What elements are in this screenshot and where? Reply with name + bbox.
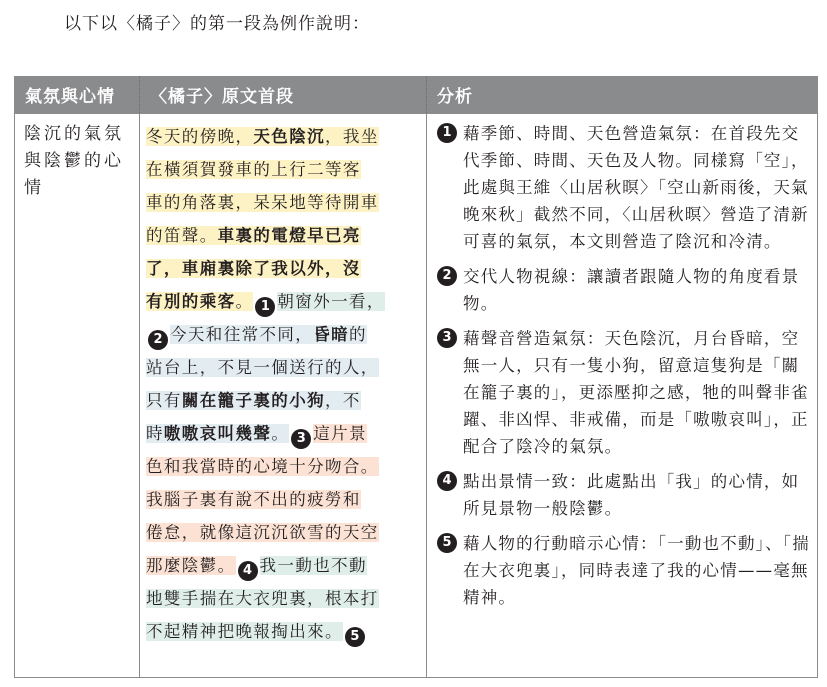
note-text: 藉季節、時間、天色營造氣氛：在首段先交代季節、時間、天色及人物。同樣寫「空」，此處與王維〈山居秋暝〉「空山新雨後，天氣晚來秋」截然不同，〈山居秋暝〉營造了清新可喜的氣氛，本文則營造了陰沉和冷清。 [463,124,809,251]
marker-1: 1 [255,297,275,317]
passage-text: 。 [271,424,290,443]
note-marker-5: 5 [437,533,457,553]
note-text: 交代人物視線：讓讀者跟隨人物的角度看景物。 [463,267,800,313]
passage-text: 我腦子裏有說不出的疲勞和 [146,490,361,509]
note-marker-1: 1 [437,123,457,143]
passage-text: 。 [235,292,254,311]
intro-text: 以下以〈橘子〉的第一段為例作說明： [64,14,370,34]
analysis-note-4 [437,468,811,522]
passage-emphasis: 車裏的電燈早已亮 [217,226,361,245]
passage-text: 在橫須賀發車的上行二等客 [146,160,361,179]
note-text: 點出景情一致：此處點出「我」的心情，如所見景物一般陰鬱。 [463,472,800,518]
passage-text: 只有 [146,391,182,410]
passage-text: 我一動也不動 [259,556,367,575]
passage-text: 這片景 [313,424,367,443]
marker-3: 3 [291,429,311,449]
analysis-cell [427,114,818,678]
passage-text: 冬天的傍晚， [146,127,254,146]
passage-text: 不起精神把晚報掏出來。 [146,622,343,641]
note-marker-3: 3 [437,328,457,348]
header-passage: 〈橘子〉原文首段 [140,76,427,114]
passage-text [146,120,421,648]
note-text: 藉聲音營造氣氛：天色陰沉，月台昏暗，空無一人，只有一隻小狗，留意這隻狗是「關在籠子裏的」，更添壓抑之感，牠的叫聲非雀躍、非凶悍、非戒備，而是「嗷嗷哀叫」，正配合了陰冷的氣氛。 [463,329,809,456]
passage-emphasis: 了，車廂裏除了我以外，沒 [146,259,361,278]
passage-text: ，不 [325,391,361,410]
passage-text: 車的角落裏，呆呆地等待開車 [146,193,379,212]
passage-text: ，我坐 [325,127,379,146]
note-marker-4: 4 [437,471,457,491]
passage-emphasis: 昏暗 [313,325,350,344]
passage-emphasis: 關在籠子裏的小狗 [181,391,326,410]
passage-emphasis: 天色陰沉 [253,127,326,146]
passage-text: 地雙手揣在大衣兜裏，根本打 [146,589,379,608]
passage-text: 的 [349,325,367,344]
analysis-note-3 [437,325,811,460]
passage-emphasis: 有別的乘客 [146,292,236,311]
header-analysis: 分析 [427,76,818,114]
mood-text: 陰沉的氣氛與陰鬱的心情 [24,124,124,198]
passage-text: 朝窗外一看， [277,292,385,311]
header-mood: 氣氛與心情 [15,76,140,114]
note-marker-2: 2 [437,266,457,286]
analysis-note-1 [437,120,811,255]
passage-text: 時 [146,424,164,443]
passage-text: 的笛聲。 [146,226,218,245]
passage-cell [140,114,427,678]
passage-text: 今天和往常不同， [170,325,314,344]
analysis-note-5 [437,530,811,611]
passage-text: 。 [217,556,236,575]
passage-emphasis: 嗷嗷哀叫幾聲 [163,424,272,443]
passage-text: 色和我當時的心境十分吻合。 [146,457,379,476]
marker-5: 5 [345,627,365,647]
passage-text: 倦怠，就像這沉沉欲雪的天空 [146,523,379,542]
table-header-row [15,76,818,114]
marker-4: 4 [238,561,258,581]
note-text: 藉人物的行動暗示心情：「一動也不動」、「揣在大衣兜裏」，同時表達了我的心情——毫無精神。 [463,534,810,607]
table-row [15,114,818,678]
mood-cell [15,114,140,678]
passage-text: 站台上，不見一個送行的人， [146,358,379,377]
passage-text: 那麼陰鬱 [146,556,218,575]
analysis-note-2 [437,263,811,317]
analysis-table [14,76,818,678]
marker-2: 2 [148,330,168,350]
